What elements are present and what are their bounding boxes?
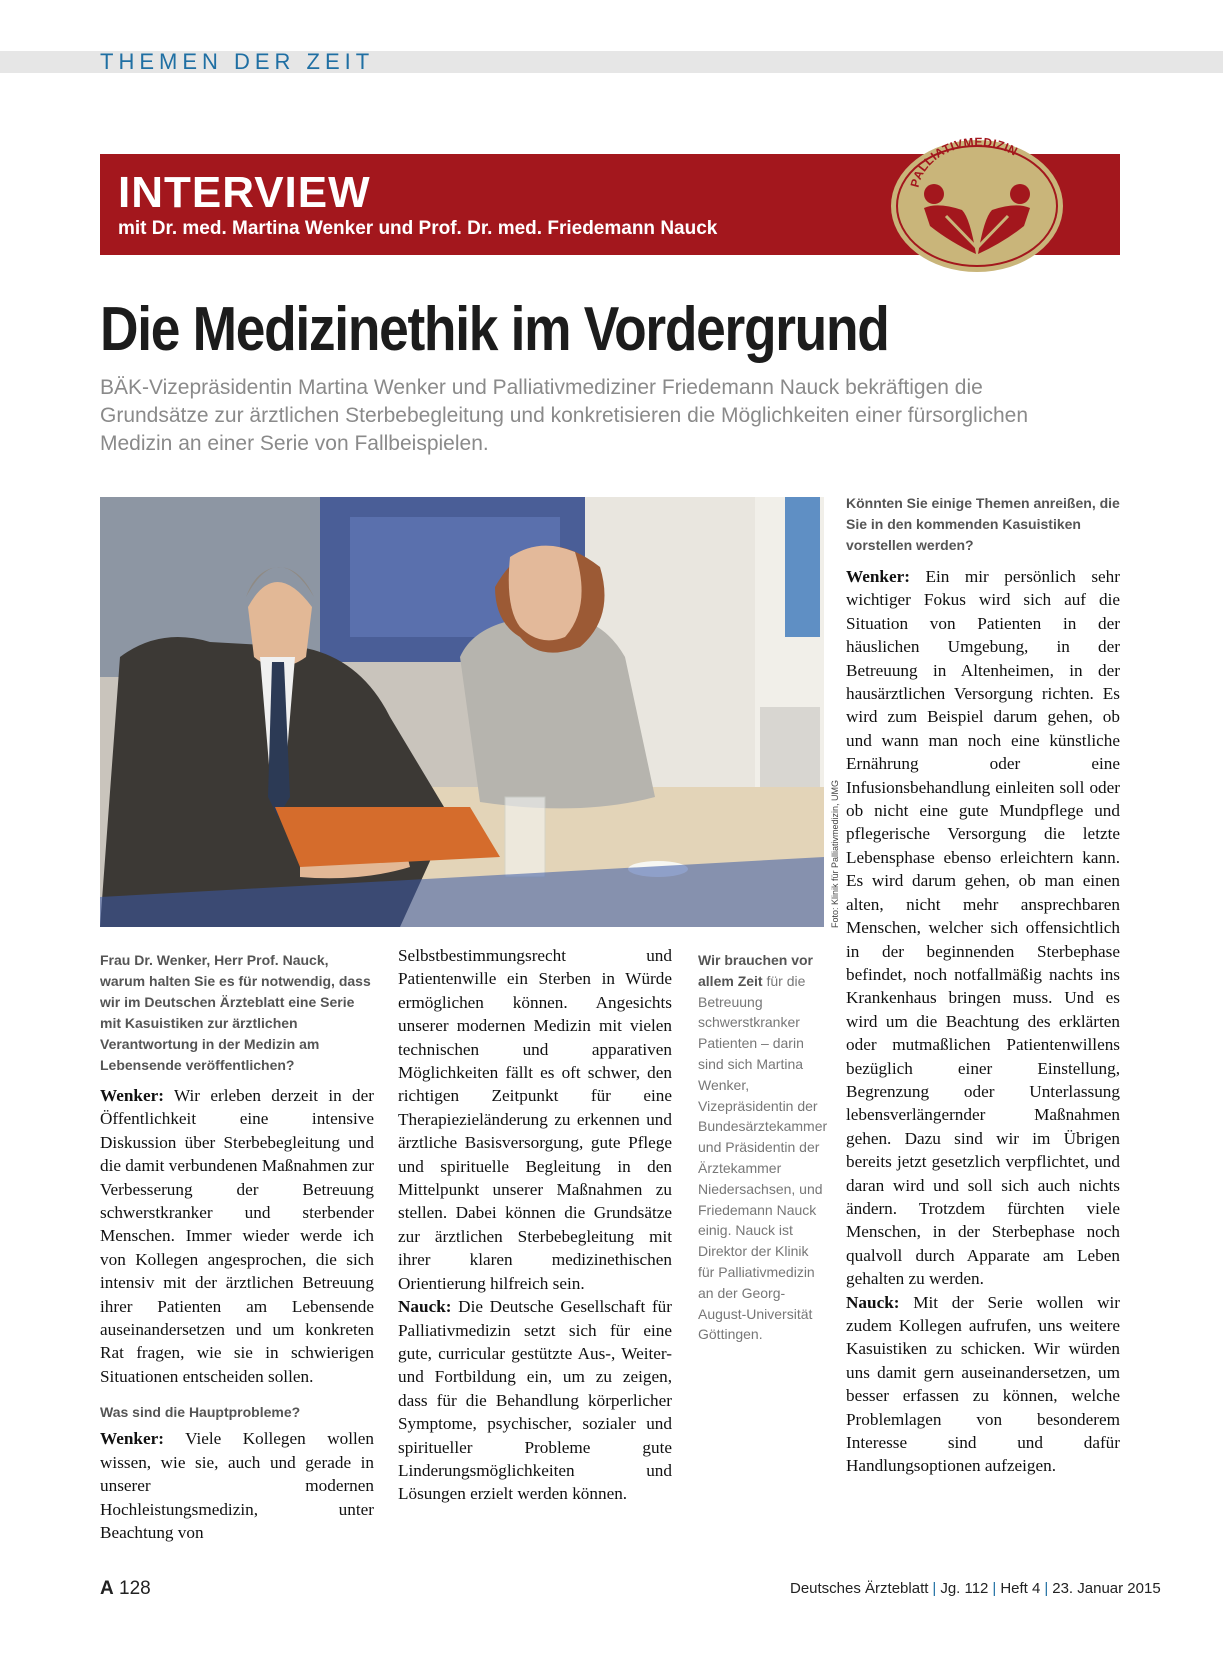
answer-text: Mit der Serie wollen wir zudem Kollegen aufrufen, uns weitere Kasuistiken zu schicken. Wir würden uns damit gern auseinandersetzen, um besser erfassen zu können, welche Problemlagen von besonderem Interesse sind und dafür Handlungsoptionen aufzeigen. — [846, 1292, 1120, 1476]
speaker-label: Nauck: — [846, 1292, 900, 1312]
column-1 — [100, 950, 374, 1544]
sidebar-emphasis: Wir brauchen vor allem Zeit — [698, 952, 814, 989]
sidebar-box — [698, 950, 828, 1345]
answer-text: Wir erleben derzeit in der Öffentlichkeit eine intensive Diskussion über Sterbebegleitung und die damit verbundenen Maßnahmen zur Verbesserung der Betreuung schwerstkranker und sterbender Menschen. Immer wieder werde ich von Kollegen angesprochen, die sich intensiv mit der ärztlichen Betreuung ihrer Patienten am Lebensende auseinandersetzen und um konkreten Rat fragen, wie sie in schwierigen Situationen entscheiden sollen. — [100, 1086, 374, 1386]
page-prefix: A — [100, 1578, 114, 1599]
answer-3 — [398, 1295, 672, 1506]
journal-name: Deutsches Ärzteblatt — [790, 1580, 929, 1597]
question-3: Könnten Sie einige Themen anreißen, die Sie in den kommenden Kasuistiken vorstellen werden? — [846, 495, 1120, 553]
question-2: Was sind die Hauptprobleme? — [100, 1404, 301, 1421]
sidebar-text: für die Betreuung schwerstkranker Patienten – darin sind sich Martina Wenker, Vizepräsidentin der Bundesärztekammer und Präsidentin der Ärztekammer Niedersachsen, und Friedemann Nauck einig. Nauck ist Direktor der Klinik für Palliativmedizin an der Georg-August-Universität Göttingen. — [698, 972, 828, 1343]
speaker-label: Wenker: — [100, 1429, 164, 1449]
answer-1 — [100, 1084, 374, 1388]
journal-issue: Heft 4 — [1000, 1580, 1041, 1597]
section-label: THEMEN DER ZEIT — [100, 49, 375, 74]
separator: | — [932, 1580, 937, 1597]
interview-photo — [100, 497, 824, 927]
answer-2-continued: Selbstbestimmungsrecht und Patientenwille ein Sterben in Würde ermöglichen können. Angesichts unserer modernen Medizin mit vielen technischen und apparativen Möglichkeiten fällt es oft schwer, den richtigen Zeitpunkt für eine Therapiezieländerung zu erkennen und ärztliche Basisversorgung, gute Pflege und spirituelle Begleitung in den Mittelpunkt unserer Maßnahmen zu stellen. Dabei können die Grundsätze zur ärztlichen Sterbebegleitung mit ihrer klaren medizinethischen Orientierung hilfreich sein. — [398, 946, 672, 1293]
answer-5 — [846, 1291, 1120, 1478]
banner-kicker: INTERVIEW — [118, 168, 371, 217]
lead-paragraph: BÄK-Vizepräsidentin Martina Wenker und Palliativmediziner Friedemann Nauck bekräftigen die Grundsätze zur ärztlichen Sterbebegleitung und konkretisieren die Möglichkeiten einer fürsorglichen Medizin an einer Serie von Fallbeispielen. — [100, 376, 1029, 455]
question-1: Frau Dr. Wenker, Herr Prof. Nauck, warum halten Sie es für notwendig, dass wir im Deutschen Ärzteblatt eine Serie mit Kasuistiken zur ärztlichen Verantwortung in der Medizin am Lebensende veröffentlichen? — [100, 952, 371, 1073]
journal-volume: Jg. 112 — [940, 1580, 989, 1597]
speaker-label: Wenker: — [100, 1086, 164, 1105]
page-number-value: 128 — [119, 1578, 151, 1599]
column-2 — [398, 944, 672, 1506]
logo-text: PALLIATIVMEDIZIN — [907, 136, 1021, 189]
separator: | — [1044, 1580, 1049, 1597]
page-number — [100, 1578, 151, 1600]
palliativmedizin-logo — [888, 136, 1066, 276]
separator: | — [992, 1580, 997, 1597]
answer-2 — [100, 1427, 374, 1544]
journal-info — [790, 1580, 1161, 1597]
answer-text: Ein mir persönlich sehr wichtiger Fokus wird sich auf die Situation von Patienten in der häuslichen Umgebung, in der Betreuung in Altenheimen, in der hausärztlichen Versorgung richten. Es wird zum Beispiel darum gehen, ob und wann man noch eine künstliche Ernährung oder eine Infusionsbehandlung einleiten soll oder ob nicht eine gute Mundpflege und pflegerische Versorgung die letzte Lebensphase ebenso erleichtern kann. Es wird darum gehen, ob man einen alten, nicht mehr ansprechbaren Menschen, welcher sich offensichtlich in der beginnenden Sterbephase befindet, noch notfallmäßig nachts ins Krankenhaus bringen muss. Und es wird um die Beachtung des erklärten oder mutmaßlichen Patientenwillens bezüglich einer Einstellung, Begrenzung oder Unterlassung lebensverlängernder Maßnahmen gehen. Dazu sind wir im Übrigen bereits jetzt gesetzlich verpflichtet, und daran wird und soll sich auch nichts ändern. Trotzdem fürchten viele Menschen, in der Sterbephase noch qualvoll durch Apparate am Leben gehalten zu werden. — [846, 567, 1120, 1289]
answer-4 — [846, 565, 1120, 1291]
answer-text: Viele Kollegen wollen wissen, wie sie, auch und gerade in unserer modernen Hochleistungsmedizin, unter Beachtung von — [100, 1429, 374, 1542]
journal-date: 23. Januar 2015 — [1052, 1580, 1161, 1597]
column-4 — [846, 493, 1120, 1478]
headline: Die Medizinethik im Vordergrund — [100, 295, 889, 364]
answer-text: Die Deutsche Gesellschaft für Palliativmedizin setzt sich für eine gute, curricular gestützte Aus-, Weiter- und Fortbildung ein, um zu zeigen, dass für die Behandlung körperlicher Symptome, psychischer, sozialer und spiritueller Probleme gute Linderungsmöglichkeiten und Lösungen erzielt werden können. — [398, 1297, 672, 1504]
banner-subtitle: mit Dr. med. Martina Wenker und Prof. Dr. med. Friedemann Nauck — [118, 218, 718, 239]
photo-credit: Foto: Klinik für Palliativmedizin, UMG — [830, 779, 840, 928]
speaker-label: Wenker: — [846, 567, 910, 586]
speaker-label: Nauck: — [398, 1297, 452, 1317]
